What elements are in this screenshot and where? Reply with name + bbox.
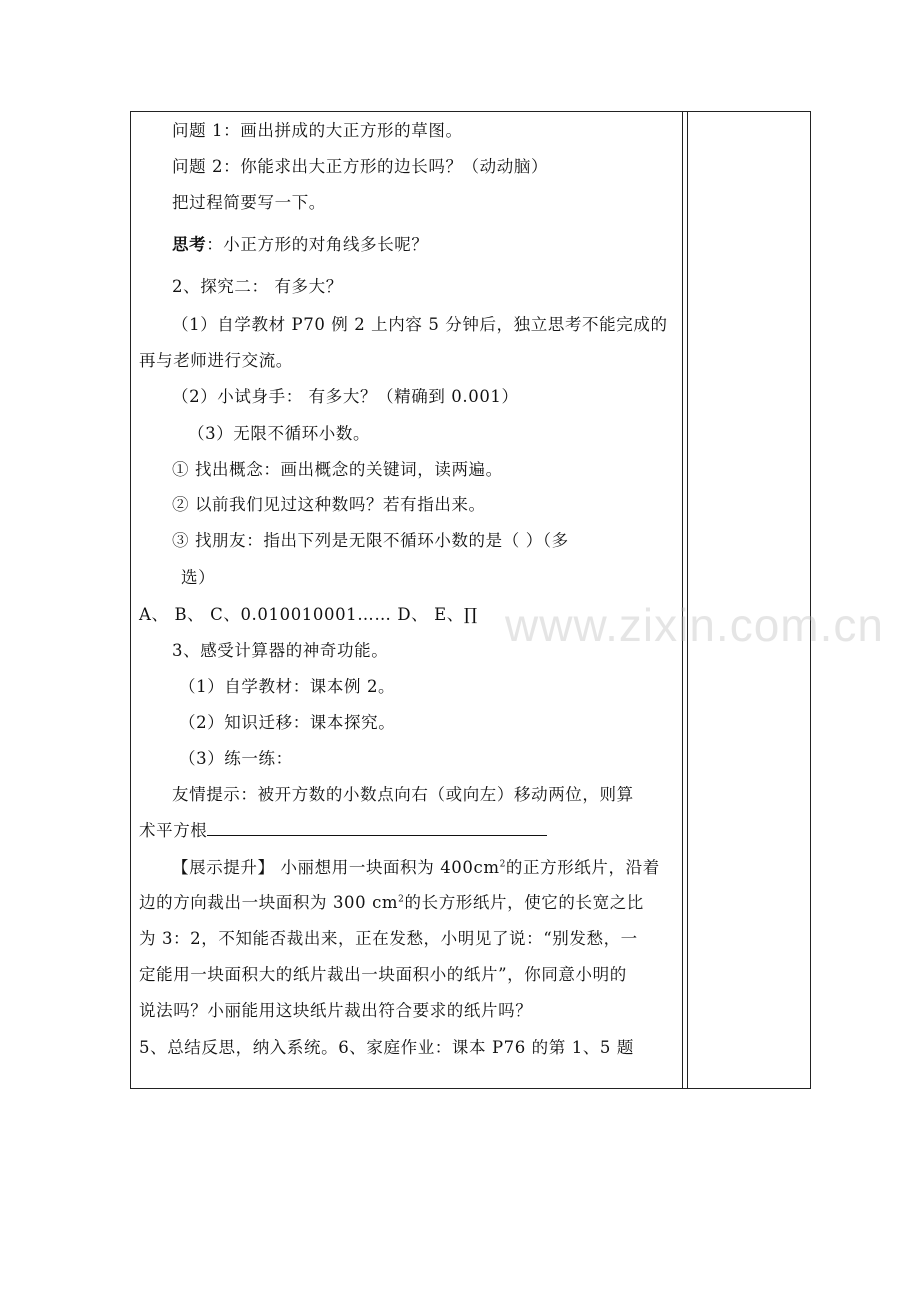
watermark-text: www.zixin.com.cn bbox=[505, 599, 884, 651]
showcase-line-2 bbox=[139, 893, 644, 913]
question-2: 问题 2：你能求出大正方形的边长吗？（动动脑） bbox=[172, 157, 549, 176]
self-study-line: （1）自学教材 P70 例 2 上内容 5 分钟后，独立思考不能完成的 bbox=[172, 315, 668, 334]
try-yourself-line: （2）小试身手： 有多大？（精确到 0.001） bbox=[172, 387, 519, 406]
find-friends-line: ③ 找朋友：指出下列是无限不循环小数的是（ ）（多 bbox=[172, 531, 569, 550]
thinking-label: 思考 bbox=[172, 235, 207, 254]
find-friends-line-cont: 选） bbox=[181, 568, 216, 587]
calculator-heading: 3、感受计算器的神奇功能。 bbox=[172, 641, 389, 660]
irrational-heading: （3）无限不循环小数。 bbox=[188, 424, 371, 443]
showcase-text-2b: 的长方形纸片，使它的长宽之比 bbox=[404, 893, 644, 912]
summary-homework-line: 5、总结反思，纳入系统。6、家庭作业：课本 P76 的第 1、5 题 bbox=[139, 1038, 634, 1057]
showcase-text-1a: 【展示提升】 小丽想用一块面积为 400cm bbox=[172, 858, 500, 877]
self-study-line-cont: 再与老师进行交流。 bbox=[139, 351, 293, 370]
superscript-2: 2 bbox=[398, 894, 405, 905]
thinking-prompt bbox=[172, 235, 429, 255]
find-concept-line: ① 找出概念：画出概念的关键词，读两遍。 bbox=[172, 460, 503, 479]
showcase-text-2a: 边的方向裁出一块面积为 300 cm bbox=[139, 893, 399, 912]
answer-blank bbox=[207, 821, 547, 836]
superscript-2: 2 bbox=[499, 859, 506, 870]
choice-options: A、 B、 C、0.010010001…… D、 E、∏ bbox=[139, 605, 478, 624]
showcase-text-1b: 的正方形纸片，沿着 bbox=[505, 858, 660, 877]
calculator-step-3: （3）练一练： bbox=[179, 749, 293, 768]
showcase-line-3: 为 3：2，不知能否裁出来，正在发愁，小明见了说：“别发愁，一 bbox=[139, 929, 638, 948]
calculator-step-1: （1）自学教材：课本例 2。 bbox=[179, 677, 396, 696]
question-1: 问题 1：画出拼成的大正方形的草图。 bbox=[172, 121, 463, 140]
showcase-line-4: 定能用一块面积大的纸片裁出一块面积小的纸片”，你同意小明的 bbox=[139, 965, 627, 984]
sqrt-label: 术平方根 bbox=[139, 821, 208, 840]
thinking-text: ：小正方形的对角线多长呢？ bbox=[206, 235, 429, 254]
seen-before-line: ② 以前我们见过这种数吗？若有指出来。 bbox=[172, 495, 486, 514]
showcase-line-5: 说法吗？小丽能用这块纸片裁出符合要求的纸片吗？ bbox=[139, 1001, 533, 1020]
friendly-tip-line: 友情提示：被开方数的小数点向右（或向左）移动两位，则算 bbox=[172, 785, 634, 804]
showcase-line-1 bbox=[172, 858, 660, 878]
explore-two-heading: 2、探究二： 有多大？ bbox=[172, 277, 343, 296]
calculator-step-2: （2）知识迁移：课本探究。 bbox=[179, 713, 396, 732]
friendly-tip-line-cont bbox=[139, 821, 547, 841]
process-instruction: 把过程简要写一下。 bbox=[172, 193, 326, 212]
